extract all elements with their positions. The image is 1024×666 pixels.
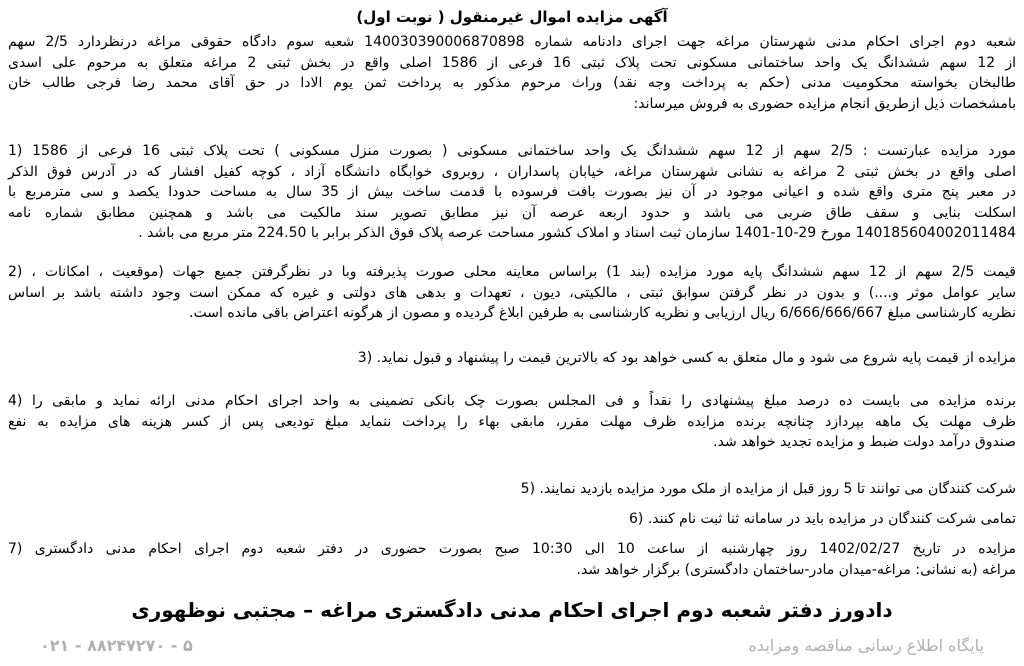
paragraph-line: شرکت کنندگان می توانند تا 5 روز قبل از مزایده از ملک مورد مزایده بازدید نمایند. (5 bbox=[520, 481, 1016, 497]
paragraph-line: سایر عوامل موثر و....) و بدون در نظر گرفتن سوابق ثبتی ، مالکیتی، دیون ، تعهدات و بدهی های دولتی و غیره که ممکن است وجود داشته باشد بر اساس bbox=[8, 284, 1016, 301]
paragraph-line: تمامی شرکت کنندگان در مزایده باید در سامانه ثنا ثبت نام کنند. (6 bbox=[628, 511, 1016, 527]
paragraph-4 bbox=[8, 348, 1016, 369]
paragraph-line: برنده مزایده می بایست ده درصد مبلغ پیشنهادی را نقداً و فی المجلس بصورت چک بانکی تضمینی به واحد اجرای احکام مدنی ارائه نماید و مابقی را (4 bbox=[8, 393, 1016, 409]
notice-title: آگهی مزایده اموال غیرمنقول ( نوبت اول) bbox=[356, 8, 668, 26]
paragraph-line: اسکلت بنایی و سقف طاق ضربی می باشد و حدود اربعه عرصه آن نیز مطابق تصویر سند مالکیت می باشد و همچنین مطابق شماره نامه bbox=[8, 204, 1016, 221]
paragraph-line: مورد مزایده عبارتست : 2/5 سهم از 12 سهم ششدانگ یک واحد ساختمانی مسکونی ( بصورت منزل مسکونی ) تحت پلاک ثبتی 16 فرعی از 1586 (1 bbox=[8, 143, 1016, 159]
paragraph-line: از 12 سهم ششدانگ یک واحد ساختمانی مسکونی تحت پلاک ثبتی 16 فرعی از 1586 اصلی واقع در بخش ثبتی 2 مراغه متعلق به مرحوم علی اسدی bbox=[8, 54, 1016, 71]
paragraph-3 bbox=[8, 262, 1016, 324]
paragraph-line: مراغه (به نشانی: مراغه-میدان مادر-ساختمان دادگستری) برگزار خواهد شد. bbox=[576, 561, 1016, 578]
paragraph-line: شعبه دوم اجرای احکام مدنی شهرستان مراغه جهت اجرای دادنامه شماره 140030390006870898 شعبه سوم دادگاه حقوقی مراغه درنظردارد 2/5 سهم bbox=[8, 34, 1017, 50]
watermark-phone: ۰۲۱ - ۸۸۲۴۷۲۷۰ - ۵ bbox=[40, 636, 193, 655]
paragraph-line: 140185604002011484 مورخ 29-10-1401 سازمان ثبت اسناد و املاک کشور مساحت عرصه پلاک فوق الذکر برابر با 224.50 متر مربع می باشد . bbox=[138, 225, 1016, 242]
paragraph-line: بامشخصات ذیل ازطریق انجام مزایده حضوری به فروش میرساند: bbox=[633, 95, 1016, 112]
watermark-text: پایگاه اطلاع رسانی مناقصه ومزایده bbox=[748, 636, 984, 655]
paragraph-2 bbox=[8, 141, 1016, 244]
paragraph-6 bbox=[8, 479, 1016, 500]
paragraph-line: ظرف مهلت یک ماهه بپردازد چنانچه برنده مزایده ظرف مهلت مقرر، مابقی بهاء را پرداخت ننماید مبلغ تودیعی پس از کسر هزینه های مزایده به نفع bbox=[8, 413, 1016, 430]
signature: دادورز دفتر شعبه دوم اجرای احکام مدنی دادگستری مراغه – مجتبی نوظهوری bbox=[131, 598, 893, 622]
paragraph-line: مزایده در تاریخ 1402/02/27 روز چهارشنبه از ساعت 10 الی 10:30 صبح بصورت حضوری در دفتر شعبه دوم اجرای احکام مدنی دادگستری (7 bbox=[8, 541, 1016, 557]
paragraph-5 bbox=[8, 391, 1016, 453]
paragraph-line: مزایده از قیمت پایه شروع می شود و مال متعلق به کسی خواهد بود که بالاترین قیمت را پیشنهاد و قبول نماید. (3 bbox=[357, 350, 1016, 366]
paragraph-1 bbox=[8, 32, 1016, 114]
paragraph-line: صندوق درآمد دولت ضبط و مزایده تجدید خواهد شد. bbox=[713, 434, 1016, 451]
paragraph-line: قیمت 2/5 سهم از 12 سهم ششدانگ پایه مورد مزایده (بند 1) براساس معاینه محلی صورت پذیرفته وبا در نظرگرفتن جمیع جهات (موقعیت ، امکانات ، (2 bbox=[8, 264, 1016, 280]
paragraph-line: نظریه کارشناسی مبلغ 6/666/666/667 ریال ارزیابی و نظریه کارشناسی به طرفین ابلاغ گردیده و مصون از هرگونه اعتراض باقی مانده است. bbox=[189, 305, 1016, 322]
paragraph-7 bbox=[8, 509, 1016, 530]
paragraph-line: طالبخان بخواسته محکومیت مدنی (حکم به پرداخت وجه نقد) وراث مرحوم مذکور به پرداخت ثمن یوم الادا در حق آقای محمد رضا فرجی طالب خان bbox=[8, 75, 1016, 92]
paragraph-8 bbox=[8, 539, 1016, 580]
paragraph-line: اصلی واقع در بخش ثبتی 2 مراغه به نشانی شهرستان مراغه، خیابان پاسداران ، روبروی خوابگاه دانشگاه آزاد ، کوچه کفیل افشار که در آدرس فوق الذکر bbox=[8, 163, 1016, 180]
paragraph-line: در معبر پنج متری واقع شده و اعیانی موجود در آن نیز بصورت بافت فرسوده با قدمت ساخت بیش از 35 سال به مساحت حدودا یکصد و سی مترمربع با bbox=[8, 184, 1017, 201]
